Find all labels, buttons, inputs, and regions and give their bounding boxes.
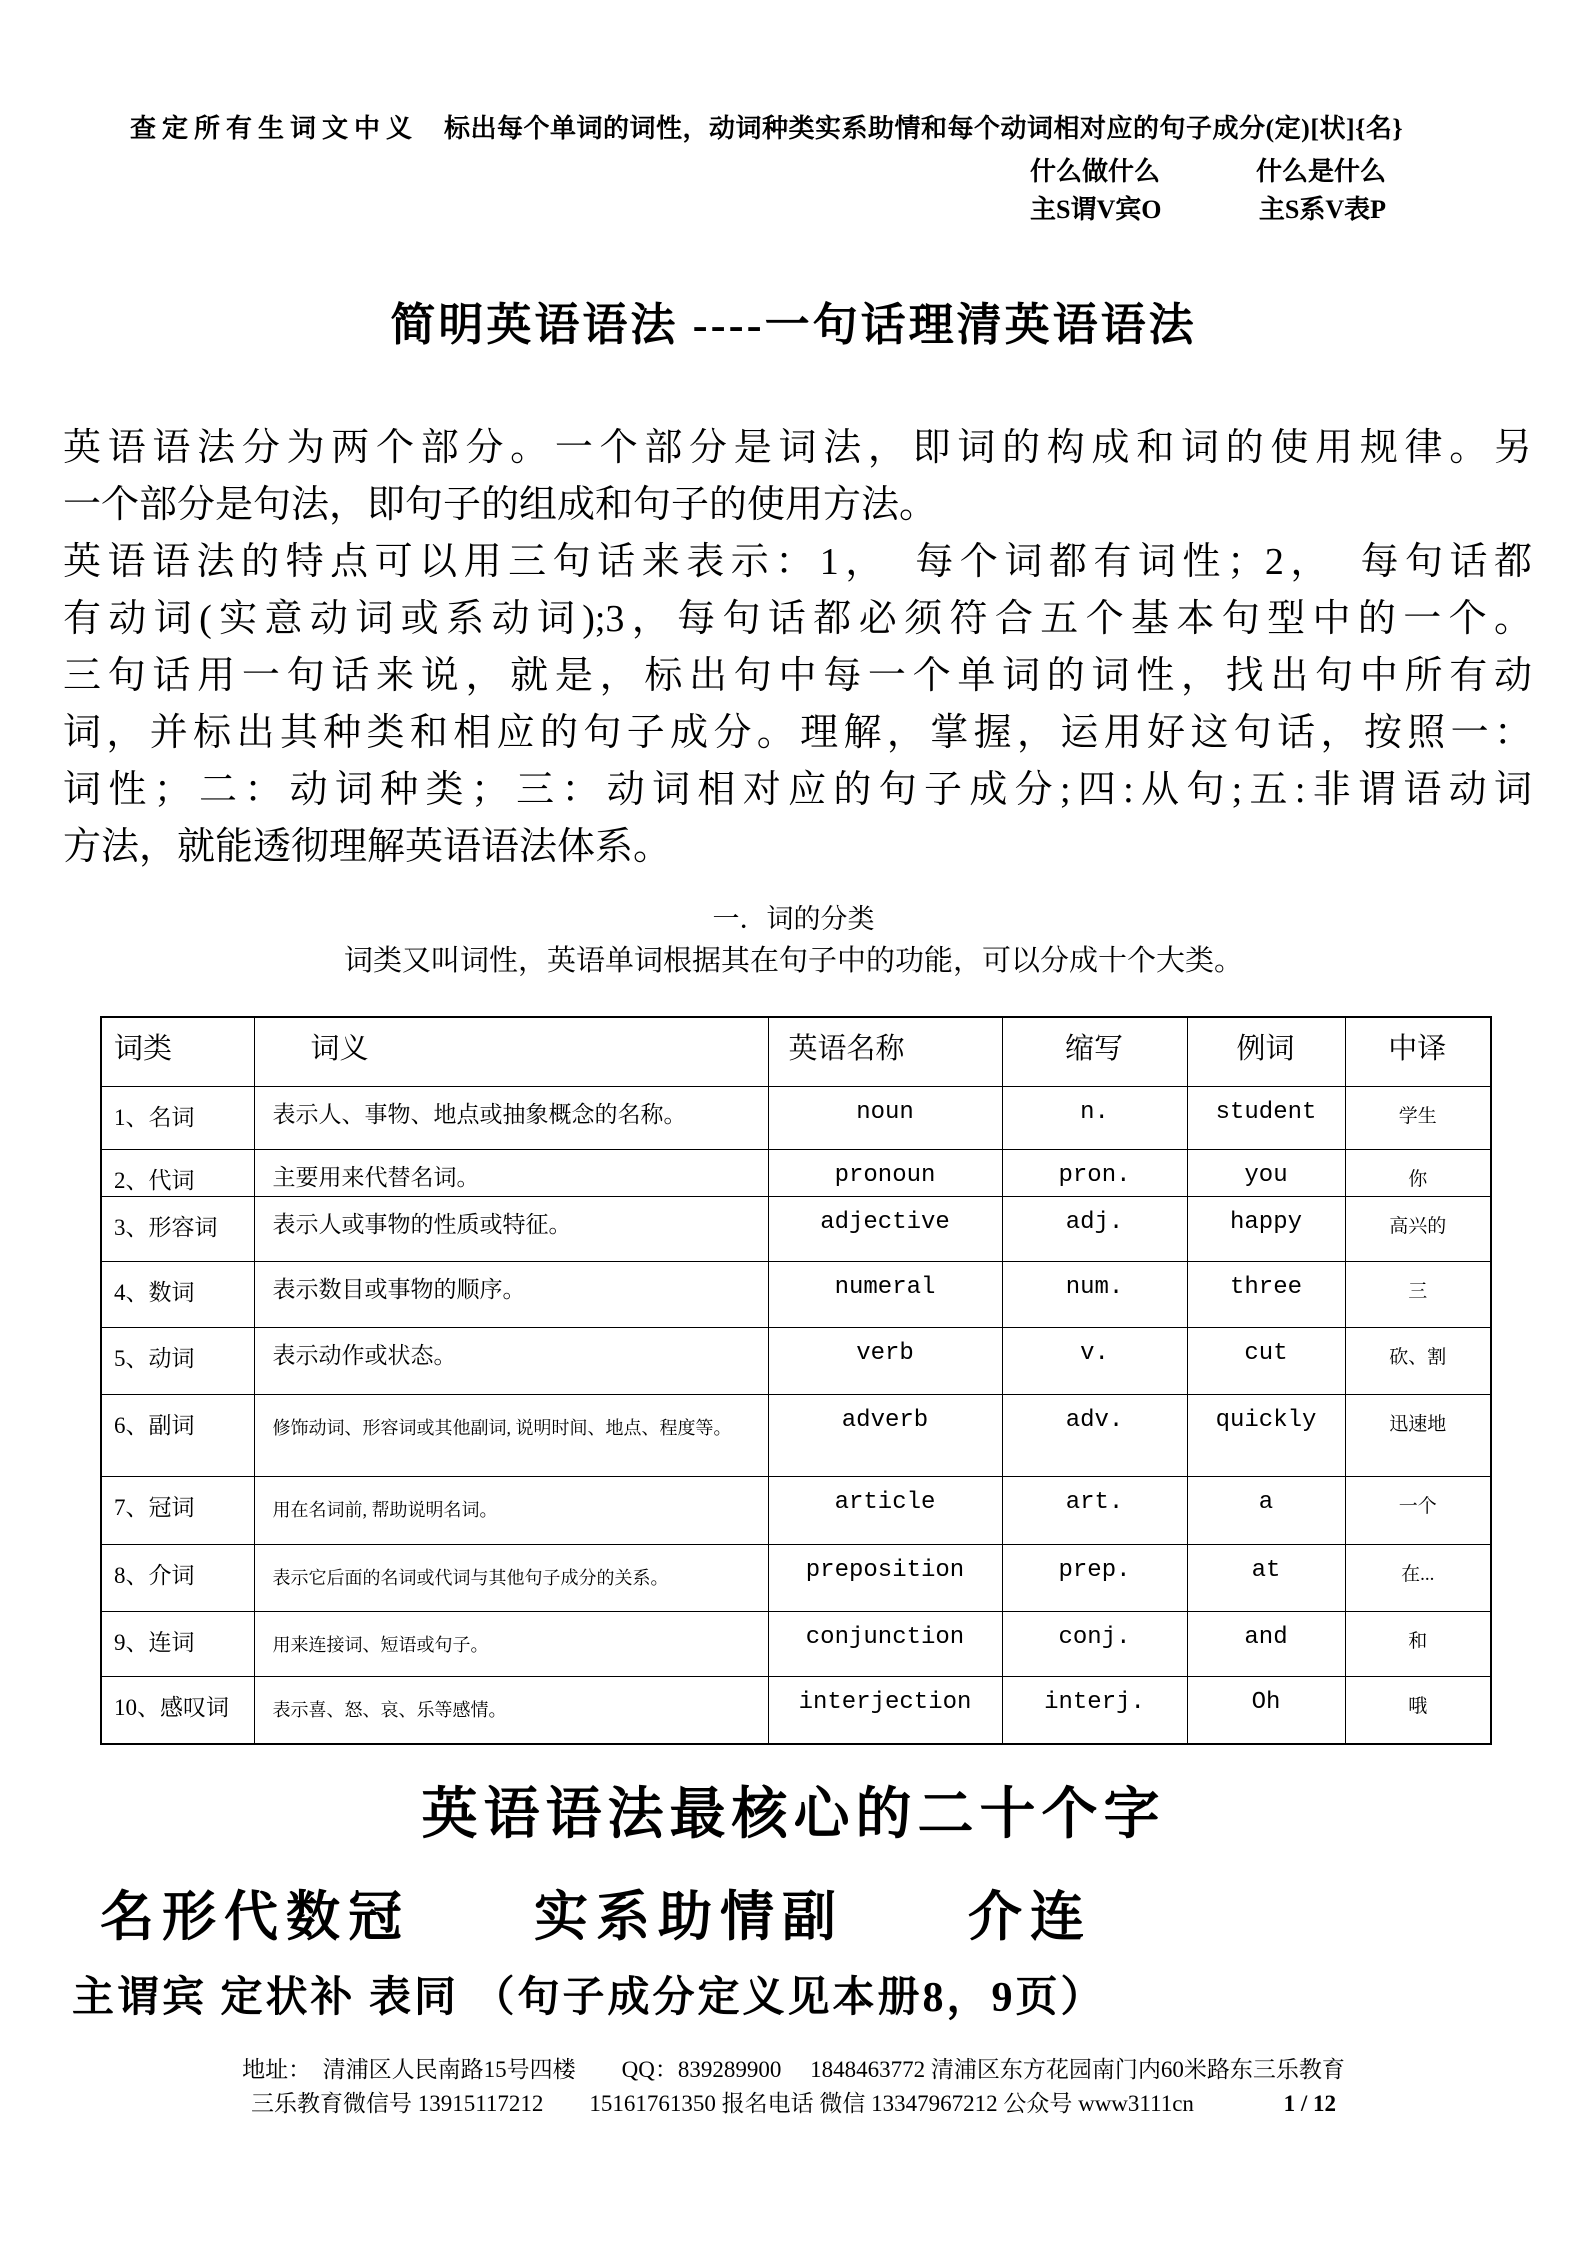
cell-example: you xyxy=(1187,1149,1345,1196)
cell-cn: 高兴的 xyxy=(1345,1196,1491,1261)
col-header-english: 英语名称 xyxy=(768,1017,1002,1086)
footer-contact-text: 三乐教育微信号 13915117212 15161761350 报名电话 微信 13347967212 公众号 www3111cn xyxy=(250,2091,1194,2116)
table-row xyxy=(101,1149,1491,1196)
cell-cn: 你 xyxy=(1345,1149,1491,1196)
cell-english: pronoun xyxy=(768,1149,1002,1196)
cell-cn: 迅速地 xyxy=(1345,1394,1491,1476)
formula-row-patterns xyxy=(1030,191,1386,229)
body-line: 有动词(实意动词或系动词);3，每句话都必须符合五个基本句型中的一个。 xyxy=(63,598,1532,640)
cell-meaning: 用在名词前, 帮助说明名词。 xyxy=(254,1476,768,1544)
cell-abbr: adj. xyxy=(1002,1196,1187,1261)
table-row xyxy=(101,1086,1491,1149)
cell-abbr: num. xyxy=(1002,1261,1187,1327)
cell-meaning: 表示数目或事物的顺序。 xyxy=(254,1261,768,1327)
body-line: 词性；二：动词种类；三：动词相对应的句子成分;四:从句;五:非谓语动词 xyxy=(63,769,1532,811)
cell-cn: 和 xyxy=(1345,1611,1491,1676)
table-row xyxy=(101,1544,1491,1611)
cell-english: adverb xyxy=(768,1394,1002,1476)
cell-example: a xyxy=(1187,1476,1345,1544)
cell-meaning: 表示喜、怒、哀、乐等感情。 xyxy=(254,1676,768,1744)
body-line: 一个部分是句法，即句子的组成和句子的使用方法。 xyxy=(63,484,938,526)
formula-row-questions xyxy=(1030,153,1386,191)
table-header-row xyxy=(101,1017,1491,1086)
page-number: 1 / 12 xyxy=(1283,2091,1337,2116)
cell-cn: 学生 xyxy=(1345,1086,1491,1149)
col-header-cn: 中译 xyxy=(1345,1017,1491,1086)
formula-do-what: 什么做什么 xyxy=(1030,157,1161,186)
cell-class: 1、名词 xyxy=(101,1086,254,1149)
page-title: 简明英语语法 ----一句话理清英语语法 xyxy=(390,300,1197,350)
cell-meaning: 表示它后面的名词或代词与其他句子成分的关系。 xyxy=(254,1544,768,1611)
cell-cn: 在... xyxy=(1345,1544,1491,1611)
top-annotation-phrase2: 标出每个单词的词性，动词种类实系助情和每个动词相对应的句子成分(定)[状]{名} xyxy=(444,114,1404,143)
col-header-meaning: 词义 xyxy=(254,1017,768,1086)
cell-abbr: pron. xyxy=(1002,1149,1187,1196)
footer-address: 地址： 清浦区人民南路15号四楼 QQ：839289900 1848463772 清浦区东方花园南门内60米路东三乐教育 xyxy=(242,2057,1345,2082)
word-class-table xyxy=(100,1016,1492,1745)
cell-class: 6、副词 xyxy=(101,1394,254,1476)
cell-class: 2、代词 xyxy=(101,1149,254,1196)
top-annotation-line1 xyxy=(130,108,1403,145)
cell-english: numeral xyxy=(768,1261,1002,1327)
cell-class: 8、介词 xyxy=(101,1544,254,1611)
section-heading: 一．词的分类 xyxy=(712,904,875,934)
col-header-class: 词类 xyxy=(101,1017,254,1086)
body-line: 方法，就能透彻理解英语语法体系。 xyxy=(63,826,672,868)
cell-abbr: prep. xyxy=(1002,1544,1187,1611)
core-section-title: 英语语法最核心的二十个字 xyxy=(421,1784,1166,1846)
cell-meaning: 表示人、事物、地点或抽象概念的名称。 xyxy=(254,1086,768,1149)
cell-class: 5、动词 xyxy=(101,1327,254,1394)
cell-example: cut xyxy=(1187,1327,1345,1394)
top-annotation-formulas xyxy=(1030,153,1386,229)
table-row xyxy=(101,1476,1491,1544)
body-line: 词，并标出其种类和相应的句子成分。理解，掌握，运用好这句话，按照一： xyxy=(63,712,1532,754)
cell-class: 7、冠词 xyxy=(101,1476,254,1544)
cell-meaning: 表示人或事物的性质或特征。 xyxy=(254,1196,768,1261)
cell-cn: 一个 xyxy=(1345,1476,1491,1544)
cell-class: 10、感叹词 xyxy=(101,1676,254,1744)
body-line: 三句话用一句话来说，就是，标出句中每一个单词的词性，找出句中所有动 xyxy=(63,655,1532,697)
formula-svo: 主S谓V宾O xyxy=(1030,195,1162,224)
cell-english: noun xyxy=(768,1086,1002,1149)
footer-contact xyxy=(0,2085,1587,2118)
section-subtitle: 词类又叫词性，英语单词根据其在句子中的功能，可以分成十个大类。 xyxy=(343,945,1243,977)
col-header-example: 例词 xyxy=(1187,1017,1345,1086)
cell-meaning: 用来连接词、短语或句子。 xyxy=(254,1611,768,1676)
core-word-classes: 名形代数冠 实系助情副 介连 xyxy=(100,1887,1092,1947)
cell-english: article xyxy=(768,1476,1002,1544)
cell-meaning: 主要用来代替名词。 xyxy=(254,1149,768,1196)
table-row xyxy=(101,1676,1491,1744)
cell-abbr: conj. xyxy=(1002,1611,1187,1676)
cell-example: student xyxy=(1187,1086,1345,1149)
cell-meaning: 修饰动词、形容词或其他副词, 说明时间、地点、程度等。 xyxy=(254,1394,768,1476)
cell-english: adjective xyxy=(768,1196,1002,1261)
cell-cn: 砍、割 xyxy=(1345,1327,1491,1394)
cell-english: preposition xyxy=(768,1544,1002,1611)
core-sentence-components: 主谓宾 定状补 表同 （句子成分定义见本册8，9页） xyxy=(72,1975,1106,2021)
intro-paragraphs xyxy=(63,420,1532,876)
table-row xyxy=(101,1611,1491,1676)
cell-example: happy xyxy=(1187,1196,1345,1261)
cell-example: at xyxy=(1187,1544,1345,1611)
formula-is-what: 什么是什么 xyxy=(1255,157,1386,186)
table-row xyxy=(101,1196,1491,1261)
cell-abbr: n. xyxy=(1002,1086,1187,1149)
top-annotation-phrase1: 查定所有生词文中义 xyxy=(130,114,419,143)
cell-meaning: 表示动作或状态。 xyxy=(254,1327,768,1394)
cell-abbr: v. xyxy=(1002,1327,1187,1394)
body-line: 英语语法的特点可以用三句话来表示：1， 每个词都有词性；2， 每句话都 xyxy=(63,541,1532,583)
cell-abbr: interj. xyxy=(1002,1676,1187,1744)
formula-svp: 主S系V表P xyxy=(1258,195,1386,224)
cell-cn: 三 xyxy=(1345,1261,1491,1327)
cell-class: 3、形容词 xyxy=(101,1196,254,1261)
cell-example: quickly xyxy=(1187,1394,1345,1476)
cell-abbr: adv. xyxy=(1002,1394,1187,1476)
cell-example: and xyxy=(1187,1611,1345,1676)
col-header-abbr: 缩写 xyxy=(1002,1017,1187,1086)
body-line: 英语语法分为两个部分。一个部分是词法，即词的构成和词的使用规律。另 xyxy=(63,427,1532,469)
cell-abbr: art. xyxy=(1002,1476,1187,1544)
cell-class: 9、连词 xyxy=(101,1611,254,1676)
table-row xyxy=(101,1327,1491,1394)
cell-english: conjunction xyxy=(768,1611,1002,1676)
cell-example: three xyxy=(1187,1261,1345,1327)
cell-cn: 哦 xyxy=(1345,1676,1491,1744)
cell-example: Oh xyxy=(1187,1676,1345,1744)
table-row xyxy=(101,1261,1491,1327)
cell-class: 4、数词 xyxy=(101,1261,254,1327)
cell-english: interjection xyxy=(768,1676,1002,1744)
cell-english: verb xyxy=(768,1327,1002,1394)
table-row xyxy=(101,1394,1491,1476)
